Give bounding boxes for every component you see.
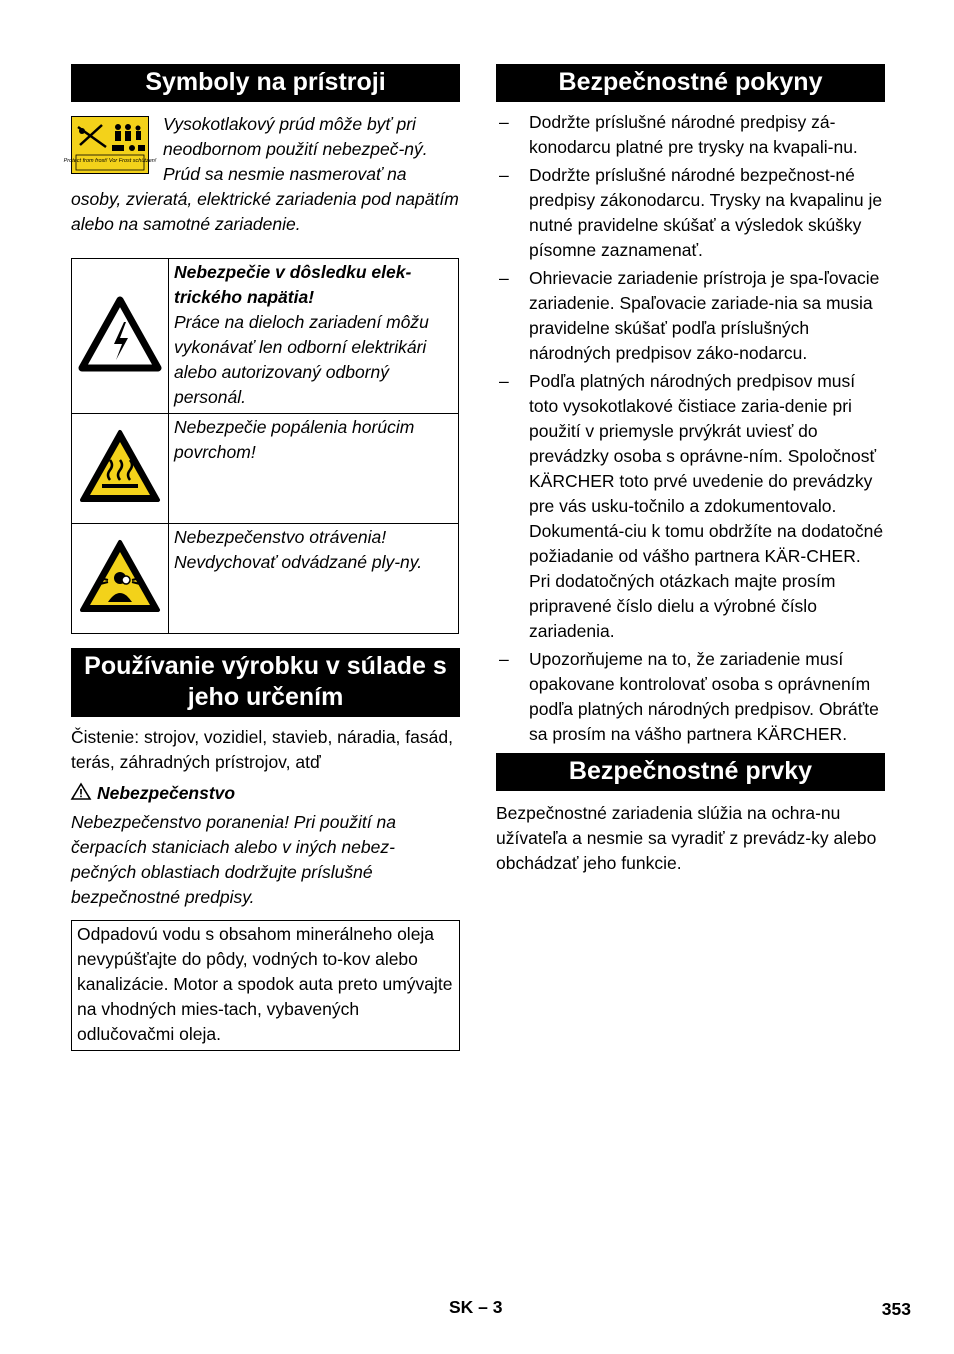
warning-electric-title: Nebezpečie v dôsledku elek-trického napätia! — [174, 262, 412, 307]
warning-row-electric — [72, 259, 459, 414]
usage-heading: Používanie výrobku v súlade s jeho určením — [71, 648, 460, 717]
electric-hazard-icon — [78, 296, 162, 372]
danger-text: Nebezpečenstvo poranenia! Pri použití na čerpacích staniciach alebo v iných nebez-pečných oblastiach dodržujte príslušné bezpečnostné predpisy. — [71, 812, 396, 907]
high-pressure-pictogram-icon — [63, 116, 157, 174]
safety-list — [496, 110, 885, 747]
features-text: Bezpečnostné zariadenia slúžia na ochra-nu užívateľa a nesmie sa vyradiť z prevádz-ky alebo obchádzať jeho funkcie. — [496, 803, 877, 873]
page-number: 353 — [881, 1299, 911, 1319]
list-item: – Upozorňujeme na to, že zariadenie musí opakovane kontrolovať osoba s oprávnením podľa platných národných predpisov. Obráťte sa prosím na vášho partnera KÄRCHER. — [499, 649, 879, 744]
warning-row-hot — [72, 414, 459, 524]
section-page-label: SK – 3 — [449, 1297, 503, 1317]
list-item: – Dodržte príslušné národné predpisy zá-konodarcu platné pre trysky na kvapali-nu. — [499, 112, 858, 157]
warning-hot-text: Nebezpečie popálenia horúcim povrchom! — [174, 417, 415, 462]
symbols-paragraph — [63, 112, 460, 237]
warning-triangle-icon — [71, 783, 91, 800]
warning-table — [71, 258, 459, 634]
danger-label: Nebezpečenstvo — [97, 783, 236, 803]
list-item: – Dodržte príslušné národné bezpečnost-né predpisy zákonodarcu. Trysky na kvapalinu je nutné pravidelne skúšať a výsledok skúšky písomne zaznamenať. — [499, 165, 883, 260]
pictogram-text: Protect from frost! Vor Frost schützen! — [63, 158, 157, 164]
list-item: – Podľa platných národných predpisov musí toto vysokotlakové čistiace zaria-denie pri použití v priemysle prvýkrát uviesť do prevádzky osoba s oprávne-ním. Spoločnosť KÄRCHER toto prvé uvedenie do prevádzky pre vás usku-točnilo a zdokumentovalo. Dokumentá-ciu k tomu obdržíte na dodatočné požiadanie od vášho partnera KÄR-CHER. Pri dodatočných otázkach majte prosím pripravené číslo dielu a výrobné číslo zariadenia. — [499, 371, 884, 641]
warning-toxic-text: Nebezpečenstvo otrávenia! Nevdychovať odvádzané ply-ny. — [174, 527, 423, 572]
right-column — [496, 64, 885, 876]
toxic-fumes-icon — [78, 538, 162, 614]
left-column — [63, 64, 460, 1051]
hot-surface-icon — [78, 428, 162, 504]
warning-electric-text: Práce na dieloch zariadení môžu vykonávať len odborní elektrikári alebo autorizovaný odborný personál. — [174, 312, 429, 407]
symbols-heading: Symboly na prístroji — [71, 64, 460, 102]
usage-text: Čistenie: strojov, vozidiel, stavieb, náradia, fasád, terás, záhradných prístrojov, atď — [71, 727, 453, 772]
symbols-text: Vysokotlakový prúd môže byť pri neodbornom použití nebezpeč-ný. Prúd sa nesmie nasmerovať na osoby, zvieratá, elektrické zariadenia pod napätím alebo na samotné zariadenie. — [71, 114, 459, 234]
safety-heading: Bezpečnostné pokyny — [496, 64, 885, 102]
oil-notice-box: Odpadovú vodu s obsahom minerálneho oleja nevypúšťajte do pôdy, vodných to-kov alebo kanalizácie. Motor a spodok auta preto umývajte na vhodných mies-tach, vybavených odlučovačmi oleja. — [71, 920, 460, 1051]
danger-label-row — [71, 781, 460, 806]
warning-row-toxic — [72, 524, 459, 634]
list-item: – Ohrievacie zariadenie prístroja je spa-ľovacie zariadenie. Spaľovacie zariade-nia sa musia pravidelne skúšať podľa príslušných národných predpisov záko-nodarcu. — [499, 268, 880, 363]
features-heading: Bezpečnostné prvky — [496, 753, 885, 791]
